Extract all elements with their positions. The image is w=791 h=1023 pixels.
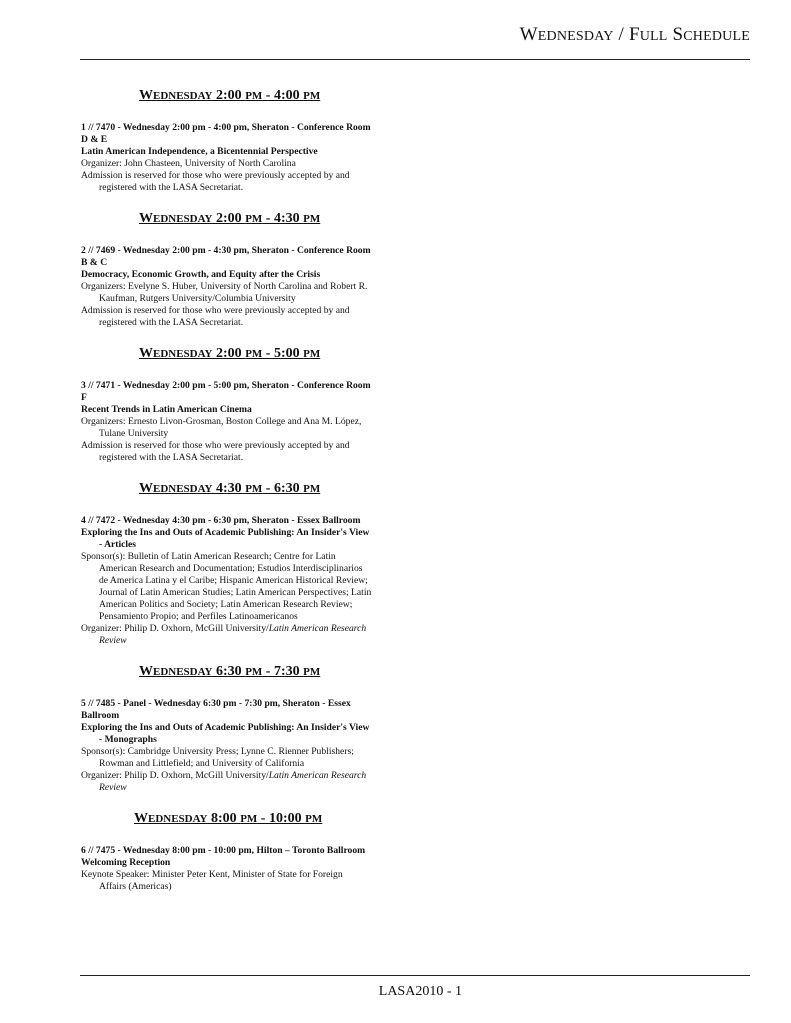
- session-sponsors-cont: American Politics and Society; Latin American Research Review;: [99, 599, 353, 610]
- session-title: Exploring the Ins and Outs of Academic Publishing: An Insider's View: [81, 527, 370, 538]
- header-title-part: CHEDULE: [683, 29, 750, 44]
- time-heading: WEDNESDAY 8:00 PM - 10:00 PM: [134, 811, 323, 826]
- time-heading: WEDNESDAY 6:30 PM - 7:30 PM: [139, 664, 321, 679]
- session-title: Latin American Independence, a Bicentennial Perspective: [81, 146, 318, 157]
- session-id-line: 3 // 7471 - Wednesday 2:00 pm - 5:00 pm, Sheraton - Conference Room: [81, 380, 371, 391]
- session-sponsors-cont: Journal of Latin American Studies; Latin American Perspectives; Latin: [99, 587, 372, 598]
- session-organizer: Organizer: Philip D. Oxhorn, McGill University/Latin American Research: [81, 623, 367, 634]
- time-heading: WEDNESDAY 2:00 PM - 5:00 PM: [139, 346, 321, 361]
- time-heading: WEDNESDAY 2:00 PM - 4:30 PM: [139, 211, 321, 226]
- session-organizer: Organizer: John Chasteen, University of North Carolina: [81, 158, 296, 169]
- header-title-part: ULL: [639, 29, 668, 44]
- page-header: [80, 24, 750, 46]
- session-block: [81, 346, 395, 464]
- session-organizer-cont: Tulane University: [99, 428, 169, 439]
- session-id-line: 5 // 7485 - Panel - Wednesday 6:30 pm - 7:30 pm, Sheraton - Essex: [81, 698, 351, 709]
- session-sponsors: Sponsor(s): Bulletin of Latin American Research; Centre for Latin: [81, 551, 336, 562]
- session-block: [81, 811, 395, 893]
- header-title-part: EDNESDAY: [537, 29, 614, 44]
- header-title-part: S: [667, 24, 684, 45]
- session-id-line: 4 // 7472 - Wednesday 4:30 pm - 6:30 pm, Sheraton - Essex Ballroom: [81, 515, 361, 526]
- header-title-part: W: [519, 24, 538, 45]
- session-sponsors-cont: American Research and Documentation; Estudios Interdisciplinarios: [99, 563, 363, 574]
- time-heading: WEDNESDAY 4:30 PM - 6:30 PM: [139, 481, 321, 496]
- session-admission: Admission is reserved for those who were previously accepted by and: [81, 440, 350, 451]
- session-id-line-cont: D & E: [81, 134, 108, 145]
- session-organizer: Organizers: Evelyne S. Huber, University of North Carolina and Robert R.: [81, 281, 368, 292]
- session-admission-cont: registered with the LASA Secretariat.: [99, 182, 244, 193]
- schedule-column: [81, 88, 395, 893]
- session-sponsors-cont: Rowman and Littlefield; and University of California: [99, 758, 305, 769]
- header-divider: [80, 59, 750, 60]
- session-block: [81, 664, 395, 794]
- session-block: [81, 211, 395, 329]
- session-organizer: Organizer: Philip D. Oxhorn, McGill University/Latin American Research: [81, 770, 367, 781]
- session-admission: Admission is reserved for those who were previously accepted by and: [81, 170, 350, 181]
- session-title: Exploring the Ins and Outs of Academic Publishing: An Insider's View: [81, 722, 370, 733]
- session-sponsors: Sponsor(s): Cambridge University Press; Lynne C. Rienner Publishers;: [81, 746, 354, 757]
- session-id-line: 1 // 7470 - Wednesday 2:00 pm - 4:00 pm, Sheraton - Conference Room: [81, 122, 371, 133]
- header-title-part: / F: [613, 24, 640, 45]
- session-title-cont: - Articles: [99, 539, 137, 550]
- session-title: Welcoming Reception: [81, 857, 171, 868]
- session-organizer-cont: Review: [99, 635, 127, 646]
- session-organizer-cont: Review: [99, 782, 127, 793]
- session-title: Recent Trends in Latin American Cinema: [81, 404, 252, 415]
- session-admission: Admission is reserved for those who were previously accepted by and: [81, 305, 350, 316]
- footer-divider: [80, 975, 750, 976]
- session-id-line-cont: F: [81, 392, 87, 403]
- session-id-line-cont: Ballroom: [81, 710, 120, 721]
- session-admission-cont: registered with the LASA Secretariat.: [99, 452, 244, 463]
- session-organizer: Organizers: Ernesto Livon-Grosman, Boston College and Ana M. López,: [81, 416, 362, 427]
- session-id-line-cont: B & C: [81, 257, 108, 268]
- session-title-cont: - Monographs: [99, 734, 157, 745]
- time-heading: WEDNESDAY 2:00 PM - 4:00 PM: [139, 88, 321, 103]
- session-id-line: 2 // 7469 - Wednesday 2:00 pm - 4:30 pm, Sheraton - Conference Room: [81, 245, 371, 256]
- session-sponsors-cont: de America Latina y el Caribe; Hispanic American Historical Review;: [99, 575, 368, 586]
- session-speaker-cont: Affairs (Americas): [99, 881, 172, 892]
- session-block: [81, 88, 395, 194]
- session-speaker: Keynote Speaker: Minister Peter Kent, Minister of State for Foreign: [81, 869, 343, 880]
- page-footer: LASA2010 - 1: [378, 984, 462, 999]
- session-admission-cont: registered with the LASA Secretariat.: [99, 317, 244, 328]
- session-sponsors-cont: Pensamiento Propio; and Perfiles Latinoamericanos: [99, 611, 298, 622]
- session-id-line: 6 // 7475 - Wednesday 8:00 pm - 10:00 pm, Hilton – Toronto Ballroom: [81, 845, 366, 856]
- session-block: [81, 481, 395, 647]
- session-organizer-cont: Kaufman, Rutgers University/Columbia University: [99, 293, 296, 304]
- session-title: Democracy, Economic Growth, and Equity after the Crisis: [81, 269, 321, 280]
